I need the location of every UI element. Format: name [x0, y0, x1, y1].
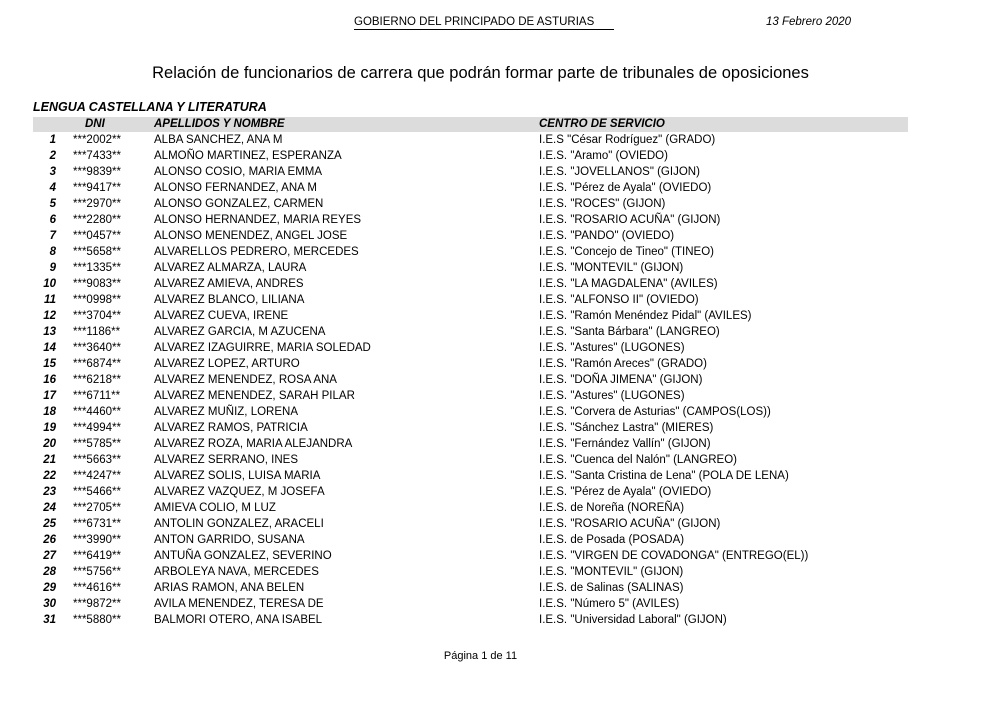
row-dni: ***1335**	[73, 262, 121, 274]
row-name: ALVAREZ IZAGUIRRE, MARIA SOLEDAD	[154, 342, 371, 354]
row-dni: ***6218**	[73, 374, 121, 386]
table-row	[33, 517, 908, 533]
row-number: 19	[43, 422, 56, 434]
column-header-name: APELLIDOS Y NOMBRE	[154, 118, 285, 130]
row-center: I.E.S. "VIRGEN DE COVADONGA" (ENTREGO(EL))	[539, 550, 809, 562]
table-row	[33, 213, 908, 229]
row-name: ALVARELLOS PEDRERO, MERCEDES	[154, 246, 359, 258]
table-row	[33, 565, 908, 581]
row-number: 3	[49, 166, 56, 178]
section-title: LENGUA CASTELLANA Y LITERATURA	[33, 100, 267, 114]
row-name: ALMOÑO MARTINEZ, ESPERANZA	[154, 150, 342, 162]
row-number: 17	[43, 390, 56, 402]
row-number: 18	[43, 406, 56, 418]
table-row	[33, 421, 908, 437]
table-row	[33, 389, 908, 405]
row-center: I.E.S. "Fernández Vallín" (GIJON)	[539, 438, 711, 450]
row-number: 8	[49, 246, 56, 258]
row-number: 14	[43, 342, 56, 354]
row-number: 7	[49, 230, 56, 242]
table-row	[33, 485, 908, 501]
row-dni: ***2280**	[73, 214, 121, 226]
column-header-dni: DNI	[85, 118, 105, 130]
row-center: I.E.S. "Ramón Menéndez Pidal" (AVILES)	[539, 310, 752, 322]
row-name: ALONSO COSIO, MARIA EMMA	[154, 166, 323, 178]
row-number: 12	[43, 310, 56, 322]
row-number: 4	[49, 182, 56, 194]
row-name: BALMORI OTERO, ANA ISABEL	[154, 614, 323, 626]
row-center: I.E.S. "Santa Cristina de Lena" (POLA DE LENA)	[539, 470, 789, 482]
column-header-center: CENTRO DE SERVICIO	[539, 118, 665, 130]
row-center: I.E.S. "Número 5" (AVILES)	[539, 598, 680, 610]
row-number: 29	[43, 582, 56, 594]
row-dni: ***6731**	[73, 518, 121, 530]
row-name: ALVAREZ LOPEZ, ARTURO	[154, 358, 300, 370]
row-number: 23	[43, 486, 56, 498]
row-name: ALVAREZ MENENDEZ, SARAH PILAR	[154, 390, 355, 402]
header-date: 13 Febrero 2020	[766, 16, 852, 28]
row-number: 10	[43, 278, 56, 290]
row-name: ANTON GARRIDO, SUSANA	[154, 534, 305, 546]
row-dni: ***5756**	[73, 566, 121, 578]
row-name: ALVAREZ GARCIA, M AZUCENA	[154, 326, 326, 338]
row-number: 16	[43, 374, 56, 386]
table-row	[33, 613, 908, 629]
row-center: I.E.S. "ROCES" (GIJON)	[539, 198, 666, 210]
row-name: ALVAREZ ALMARZA, LAURA	[154, 262, 307, 274]
row-dni: ***9417**	[73, 182, 121, 194]
table-row	[33, 581, 908, 597]
row-name: ALVAREZ SERRANO, INES	[154, 454, 298, 466]
row-dni: ***6419**	[73, 550, 121, 562]
row-dni: ***5880**	[73, 614, 121, 626]
table-row	[33, 341, 908, 357]
row-center: I.E.S. "Universidad Laboral" (GIJON)	[539, 614, 727, 626]
row-name: ALVAREZ CUEVA, IRENE	[154, 310, 289, 322]
row-dni: ***2002**	[73, 134, 121, 146]
row-dni: ***6711**	[73, 390, 121, 402]
row-name: ALVAREZ BLANCO, LILIANA	[154, 294, 305, 306]
row-center: I.E.S. de Salinas (SALINAS)	[539, 582, 684, 594]
row-name: ALVAREZ AMIEVA, ANDRES	[154, 278, 304, 290]
row-number: 1	[49, 134, 56, 146]
row-name: ALVAREZ VAZQUEZ, M JOSEFA	[154, 486, 325, 498]
row-center: I.E.S. "Ramón Areces" (GRADO)	[539, 358, 707, 370]
table-row	[33, 261, 908, 277]
table-row	[33, 437, 908, 453]
row-name: ALONSO HERNANDEZ, MARIA REYES	[154, 214, 362, 226]
table-row	[33, 229, 908, 245]
row-center: I.E.S. "Santa Bárbara" (LANGREO)	[539, 326, 720, 338]
table-row	[33, 533, 908, 549]
row-center: I.E.S. "MONTEVIL" (GIJON)	[539, 566, 684, 578]
row-number: 20	[43, 438, 56, 450]
row-name: AMIEVA COLIO, M LUZ	[154, 502, 276, 514]
row-number: 21	[43, 454, 56, 466]
row-dni: ***5663**	[73, 454, 121, 466]
table-header	[33, 117, 908, 132]
row-center: I.E.S. "Pérez de Ayala" (OVIEDO)	[539, 486, 712, 498]
row-name: ALONSO GONZALEZ, CARMEN	[154, 198, 324, 210]
row-name: ALVAREZ RAMOS, PATRICIA	[154, 422, 308, 434]
row-dni: ***2705**	[73, 502, 121, 514]
row-dni: ***6874**	[73, 358, 121, 370]
row-dni: ***1186**	[73, 326, 121, 338]
row-center: I.E.S. "Concejo de Tineo" (TINEO)	[539, 246, 714, 258]
table-row	[33, 309, 908, 325]
row-number: 28	[43, 566, 56, 578]
row-number: 5	[49, 198, 56, 210]
row-name: ALVAREZ SOLIS, LUISA MARIA	[154, 470, 321, 482]
table-row	[33, 133, 908, 149]
document-title: Relación de funcionarios de carrera que podrán formar parte de tribunales de oposiciones	[152, 64, 809, 82]
table-row	[33, 149, 908, 165]
row-dni: ***7433**	[73, 150, 121, 162]
table-body	[33, 133, 908, 629]
row-number: 2	[49, 150, 56, 162]
row-dni: ***2970**	[73, 198, 121, 210]
row-name: ANTOLIN GONZALEZ, ARACELI	[154, 518, 324, 530]
table-row	[33, 453, 908, 469]
table-row	[33, 325, 908, 341]
row-dni: ***3990**	[73, 534, 121, 546]
row-name: ARBOLEYA NAVA, MERCEDES	[154, 566, 319, 578]
row-center: I.E.S. "JOVELLANOS" (GIJON)	[539, 166, 700, 178]
row-name: ALONSO FERNANDEZ, ANA M	[154, 182, 317, 194]
table-row	[33, 405, 908, 421]
row-name: ALBA SANCHEZ, ANA M	[154, 134, 283, 146]
row-center: I.E.S. "Pérez de Ayala" (OVIEDO)	[539, 182, 712, 194]
row-dni: ***9083**	[73, 278, 121, 290]
row-center: I.E.S. "ROSARIO ACUÑA" (GIJON)	[539, 518, 721, 530]
row-dni: ***0457**	[73, 230, 121, 242]
row-name: ARIAS RAMON, ANA BELEN	[154, 582, 305, 594]
table-row	[33, 181, 908, 197]
row-center: I.E.S. "MONTEVIL" (GIJON)	[539, 262, 684, 274]
row-center: I.E.S "César Rodríguez" (GRADO)	[539, 134, 716, 146]
row-number: 15	[43, 358, 56, 370]
row-dni: ***5658**	[73, 246, 121, 258]
row-dni: ***5466**	[73, 486, 121, 498]
row-center: I.E.S. "PANDO" (OVIEDO)	[539, 230, 675, 242]
row-dni: ***0998**	[73, 294, 121, 306]
row-dni: ***4247**	[73, 470, 121, 482]
row-name: ANTUÑA GONZALEZ, SEVERINO	[154, 550, 332, 562]
row-number: 31	[43, 614, 56, 626]
row-center: I.E.S. "ALFONSO II" (OVIEDO)	[539, 294, 699, 306]
row-center: I.E.S. "Astures" (LUGONES)	[539, 342, 685, 354]
row-name: ALVAREZ MENENDEZ, ROSA ANA	[154, 374, 337, 386]
row-name: ALONSO MENENDEZ, ANGEL JOSE	[154, 230, 348, 242]
row-dni: ***4616**	[73, 582, 121, 594]
row-dni: ***5785**	[73, 438, 121, 450]
table-row	[33, 597, 908, 613]
row-center: I.E.S. "Aramo" (OVIEDO)	[539, 150, 668, 162]
table-row	[33, 277, 908, 293]
row-number: 6	[49, 214, 56, 226]
row-center: I.E.S. "DOÑA JIMENA" (GIJON)	[539, 374, 703, 386]
row-center: I.E.S. "Corvera de Asturias" (CAMPOS(LOS))	[539, 406, 771, 418]
row-center: I.E.S. "Cuenca del Nalón" (LANGREO)	[539, 454, 737, 466]
row-number: 27	[43, 550, 56, 562]
table-row	[33, 197, 908, 213]
table-row	[33, 357, 908, 373]
row-dni: ***4994**	[73, 422, 121, 434]
row-center: I.E.S. "LA MAGDALENA" (AVILES)	[539, 278, 718, 290]
table-row	[33, 165, 908, 181]
row-center: I.E.S. "Astures" (LUGONES)	[539, 390, 685, 402]
row-dni: ***9872**	[73, 598, 121, 610]
row-name: ALVAREZ MUÑIZ, LORENA	[154, 406, 298, 418]
row-dni: ***4460**	[73, 406, 121, 418]
row-center: I.E.S. "Sánchez Lastra" (MIERES)	[539, 422, 714, 434]
table-row	[33, 501, 908, 517]
row-dni: ***9839**	[73, 166, 121, 178]
table-row	[33, 549, 908, 565]
table-row	[33, 245, 908, 261]
row-name: AVILA MENENDEZ, TERESA DE	[154, 598, 324, 610]
row-center: I.E.S. de Noreña (NOREÑA)	[539, 502, 685, 514]
row-number: 30	[43, 598, 56, 610]
row-center: I.E.S. de Posada (POSADA)	[539, 534, 685, 546]
row-number: 11	[44, 294, 56, 306]
row-dni: ***3704**	[73, 310, 121, 322]
table-row	[33, 293, 908, 309]
row-center: I.E.S. "ROSARIO ACUÑA" (GIJON)	[539, 214, 721, 226]
header-organization: GOBIERNO DEL PRINCIPADO DE ASTURIAS	[354, 16, 614, 30]
row-number: 24	[43, 502, 56, 514]
row-dni: ***3640**	[73, 342, 121, 354]
row-number: 13	[43, 326, 56, 338]
page-footer: Página 1 de 11	[443, 650, 518, 662]
row-name: ALVAREZ ROZA, MARIA ALEJANDRA	[154, 438, 353, 450]
row-number: 9	[49, 262, 56, 274]
table-row	[33, 373, 908, 389]
row-number: 26	[43, 534, 56, 546]
row-number: 22	[43, 470, 56, 482]
row-number: 25	[43, 518, 56, 530]
table-row	[33, 469, 908, 485]
